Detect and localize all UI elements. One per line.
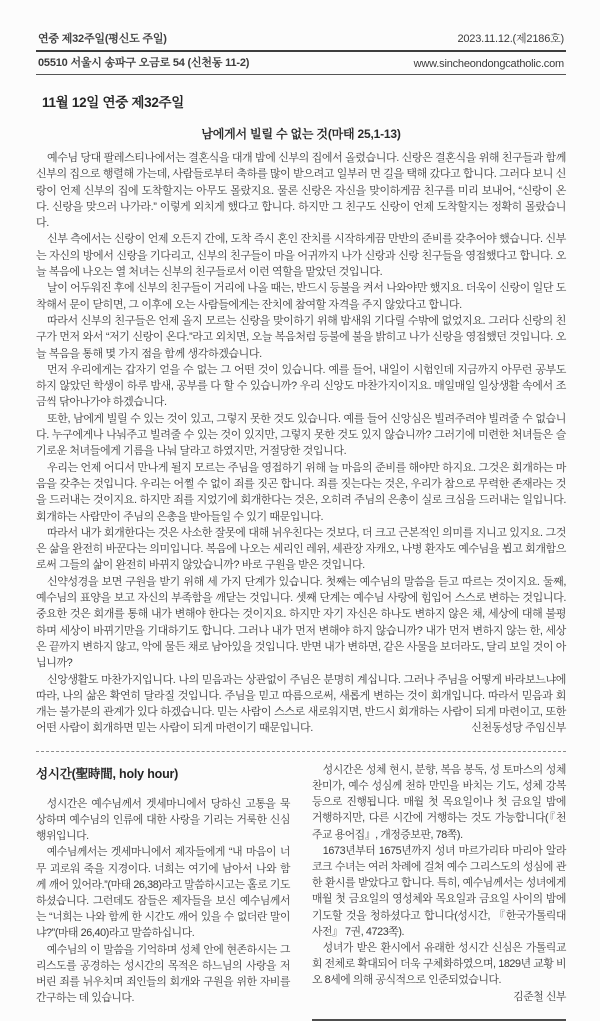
sermon-body: [36, 150, 566, 737]
church-address: 05510 서울시 송파구 오금로 54 (신천동 11-2): [38, 57, 250, 69]
section-divider-dashed: [36, 751, 566, 752]
church-website: www.sincheondongcatholic.com: [413, 58, 564, 70]
column-paragraph: 예수님의 이 말씀을 기억하며 성체 안에 현존하시는 그리스도를 공경하는 성시간의 목적은 하느님의 사랑을 저버린 죄를 뉘우치며 죄인들의 회개와 구원을 위한 자비를 간구하는 데 있습니다.: [36, 943, 290, 1005]
column-paragraph: 성시간은 예수님께서 겟세마니에서 당하신 고통을 묵상하며 예수님의 인류에 대한 사랑을 기리는 거룩한 신심 행위입니다.: [36, 797, 290, 843]
holy-hour-section: [36, 762, 566, 1021]
body-paragraph: 신앙생활도 마찬가지입니다. 나의 믿음과는 상관없이 주님은 분명히 계십니다. 그러나 주님을 어떻게 바라보느냐에 따라, 나의 삶은 확연히 달라질 것입니다. 주님을 믿고 따름으로써, 새롭게 변하는 것이 회개입니다. 따라서 믿음과 회개는 불가분의 관계가 있다 하겠습니다. 믿는 사람이 스스로 새로워지면, 반드시 회개하는 사람이 되게 마련이고, 또한 어떤 사람이 회개하면 믿는 사람이 되게 마련이기 때문입니다.: [36, 673, 566, 735]
bulletin-header: [36, 28, 566, 75]
pastor-signature: 신천동성당 주임신부: [471, 722, 566, 735]
header-rule-thin: [36, 74, 566, 75]
body-paragraph: 또한, 남에게 빌릴 수 있는 것이 있고, 그렇지 못한 것도 있습니다. 예를 들어 신앙심은 빌려주려야 빌려줄 수 없습니다. 누구에게나 나눠주고 빌려줄 수 있는 것이 있지만, 그렇지 못한 것도 있지 않습니까? 그러기에 미련한 처녀들은 슬기로운 처녀들에게 기름을 나눠 달라고 하였지만, 거절당한 것입니다.: [36, 412, 566, 458]
body-paragraph: 따라서 내가 회개한다는 것은 사소한 잘못에 대해 뉘우친다는 것보다, 더 크고 근본적인 의미를 지니고 있지요. 그것은 삶을 완전히 바꾼다는 의미입니다. 복음에 나오는 세리인 레위, 세관장 자캐오, 나병 환자도 예수님을 뵙고 회개함으로써 그들의 삶이 완전히 바뀌지 않았습니까? 바로 구원을 받은 것입니다.: [36, 526, 566, 572]
holy-hour-right-column: [312, 762, 566, 1021]
body-paragraph: 신부 측에서는 신랑이 언제 오든지 간에, 도착 즉시 혼인 잔치를 시작하게끔 만반의 준비를 갖추어야 했습니다. 신부는 자신의 방에서 신랑을 기다리고, 신부의 친구들이 마을 어귀까지 나가 신랑과 신랑 친구들을 영접했다고 합니다. 오늘 복음에 나오는 열 처녀는 신부의 친구들로서 이런 역할을 맡았던 것입니다.: [36, 233, 566, 279]
week-label: 연중 제32주일(평신도 주일): [38, 33, 167, 45]
column-paragraph: 성녀가 받은 환시에서 유래한 성시간 신심은 가톨릭교회 전체로 확대되어 더욱 구체화하였으며, 1829년 교황 비오 8세에 의해 공식적으로 인준되었습니다.: [312, 941, 566, 987]
body-paragraph: 예수님 당대 팔레스티나에서는 결혼식을 대개 밤에 신부의 집에서 올렸습니다. 신랑은 결혼식을 위해 친구들과 함께 신부의 집으로 행렬해 가는데, 사람들로부터 축하를 많이 받으려고 일부러 먼 길을 택해 갔다고 합니다. 그러다 보니 신랑이 언제 신부의 집에 도착할지는 아무도 몰랐지요. 물론 신랑은 자신을 맞이하게끔 친구를 미리 보내어, “신랑이 온다. 신랑을 맞으러 나가라.” 이렇게 외치게 했다고 합니다. 하지만 그 친구도 신랑이 언제 도착할지는 정확히 몰랐습니다.: [36, 152, 566, 230]
footer-rule: [312, 1019, 566, 1021]
body-paragraph: 날이 어두워진 후에 신부의 친구들이 거리에 나올 때는, 반드시 등불을 켜서 나와야만 했지요. 더욱이 신랑이 일단 도착해서 문이 닫히면, 그 이후에 오는 사람들에게는 잔치에 참여할 자격을 주지 않았다고 합니다.: [36, 282, 566, 311]
issue-date: 2023.11.12.(제2186호): [457, 33, 564, 45]
holy-hour-title: 성시간(聖時間, holy hour): [36, 766, 179, 781]
holy-hour-left-column: [36, 762, 290, 1021]
body-paragraph: 신약성경을 보면 구원을 받기 위해 세 가지 단계가 있습니다. 첫째는 예수님의 말씀을 듣고 따르는 것이지요. 둘째, 예수님의 표양을 보고 자신의 부족함을 깨닫는 것입니다. 셋째 단계는 예수님 사랑에 힘입어 스스로 변하는 것입니다. 중요한 것은 회개를 통해 내가 변해야 한다는 것이지요. 하지만 자기 자신은 하나도 변하지 않은 채, 세상에 대해 불평하며 세상이 바뀌기만을 기대하기도 합니다. 그러나 내가 먼저 변해야 하지 않습니까? 내가 먼저 변하지 않는 한, 세상은 끝까지 변하지 않고, 악에 물든 채로 남아있을 것입니다. 반면 내가 변하면, 같은 사물을 보더라도, 달리 보일 것이 아닙니까?: [36, 575, 566, 670]
column-paragraph: 예수님께서는 겟세마니에서 제자들에게 “내 마음이 너무 괴로워 죽을 지경이다. 너희는 여기에 남아서 나와 함께 깨어 있어라.”(마태 26,38)라고 말씀하시고는 홀로 기도하셨습니다. 그런데도 잠들은 제자들을 보신 예수님께서는 “너희는 나와 함께 한 시간도 깨어 있을 수 없더란 말이냐?”(마태 26,40)라고 말씀하십니다.: [36, 846, 290, 940]
author-signature: 김준철 신부: [513, 990, 566, 1003]
column-paragraph: 1673년부터 1675년까지 성녀 마르가리타 마리아 알라코크 수녀는 여러 차례에 걸쳐 예수 그리스도의 성심에 관한 환시를 받았다고 합니다. 특히, 예수님께서는 성녀에게 매월 첫 금요일의 영성체와 목요일과 금요일 사이의 밤에 기도할 것을 청하셨다고 합니다(성시간, 『한국가톨릭대사전』 7권, 4723쪽).: [312, 844, 566, 938]
day-heading: 11월 12일 연중 제32주일: [42, 95, 185, 110]
column-paragraph: 성시간은 성체 현시, 분향, 복음 봉독, 성 토마스의 성체 찬미가, 예수 성심께 천하 만민을 바치는 기도, 성체 강복 등으로 진행됩니다. 매월 첫 목요일이나 첫 금요일 밤에 거행하지만, 다른 시간에 거행하는 것도 가능합니다(『천주교 용어집』, 개정증보판, 78쪽).: [312, 763, 566, 841]
body-paragraph: 먼저 우리에게는 갑자기 얻을 수 없는 그 어떤 것이 있습니다. 예를 들어, 내일이 시험인데 지금까지 아무런 공부도 하지 않았던 학생이 하루 밤새, 공부를 다 할 수 있습니까? 우리 신앙도 마찬가지이지요. 매일매일 일상생활 속에서 조금씩 닦아나가야 하겠습니다.: [36, 363, 566, 409]
body-paragraph: 따라서 신부의 친구들은 언제 올지 모르는 신랑을 맞이하기 위해 밤새워 기다릴 수밖에 없었지요. 그러다 신랑의 친구가 먼저 와서 “저기 신랑이 온다.”라고 외치면, 오늘 복음처럼 등불에 불을 밝히고 나가 신랑을 영접했던 것입니다. 오늘 복음을 통해 몇 가지 점을 함께 생각하겠습니다.: [36, 314, 566, 360]
sermon-title: 남에게서 빌릴 수 없는 것(마태 25,1-13): [201, 127, 401, 141]
body-paragraph: 우리는 언제 어디서 만나게 될지 모르는 주님을 영접하기 위해 늘 마음의 준비를 해야만 하지요. 그것은 회개하는 마음을 갖추는 것입니다. 우리는 어쩔 수 없이 죄를 짓곤 합니다. 죄를 짓는다는 것은, 우리가 참으로 무력한 존재라는 것을 드러내는 것이지요. 하지만 죄를 지었기에 회개한다는 것은, 오히려 주님의 은총이 실로 크심을 드러내는 일입니다. 회개하는 사람만이 주님의 은총을 받아들일 수 있기 때문입니다.: [36, 461, 566, 523]
header-row-top: [36, 28, 566, 50]
header-row-bottom: [36, 52, 566, 74]
